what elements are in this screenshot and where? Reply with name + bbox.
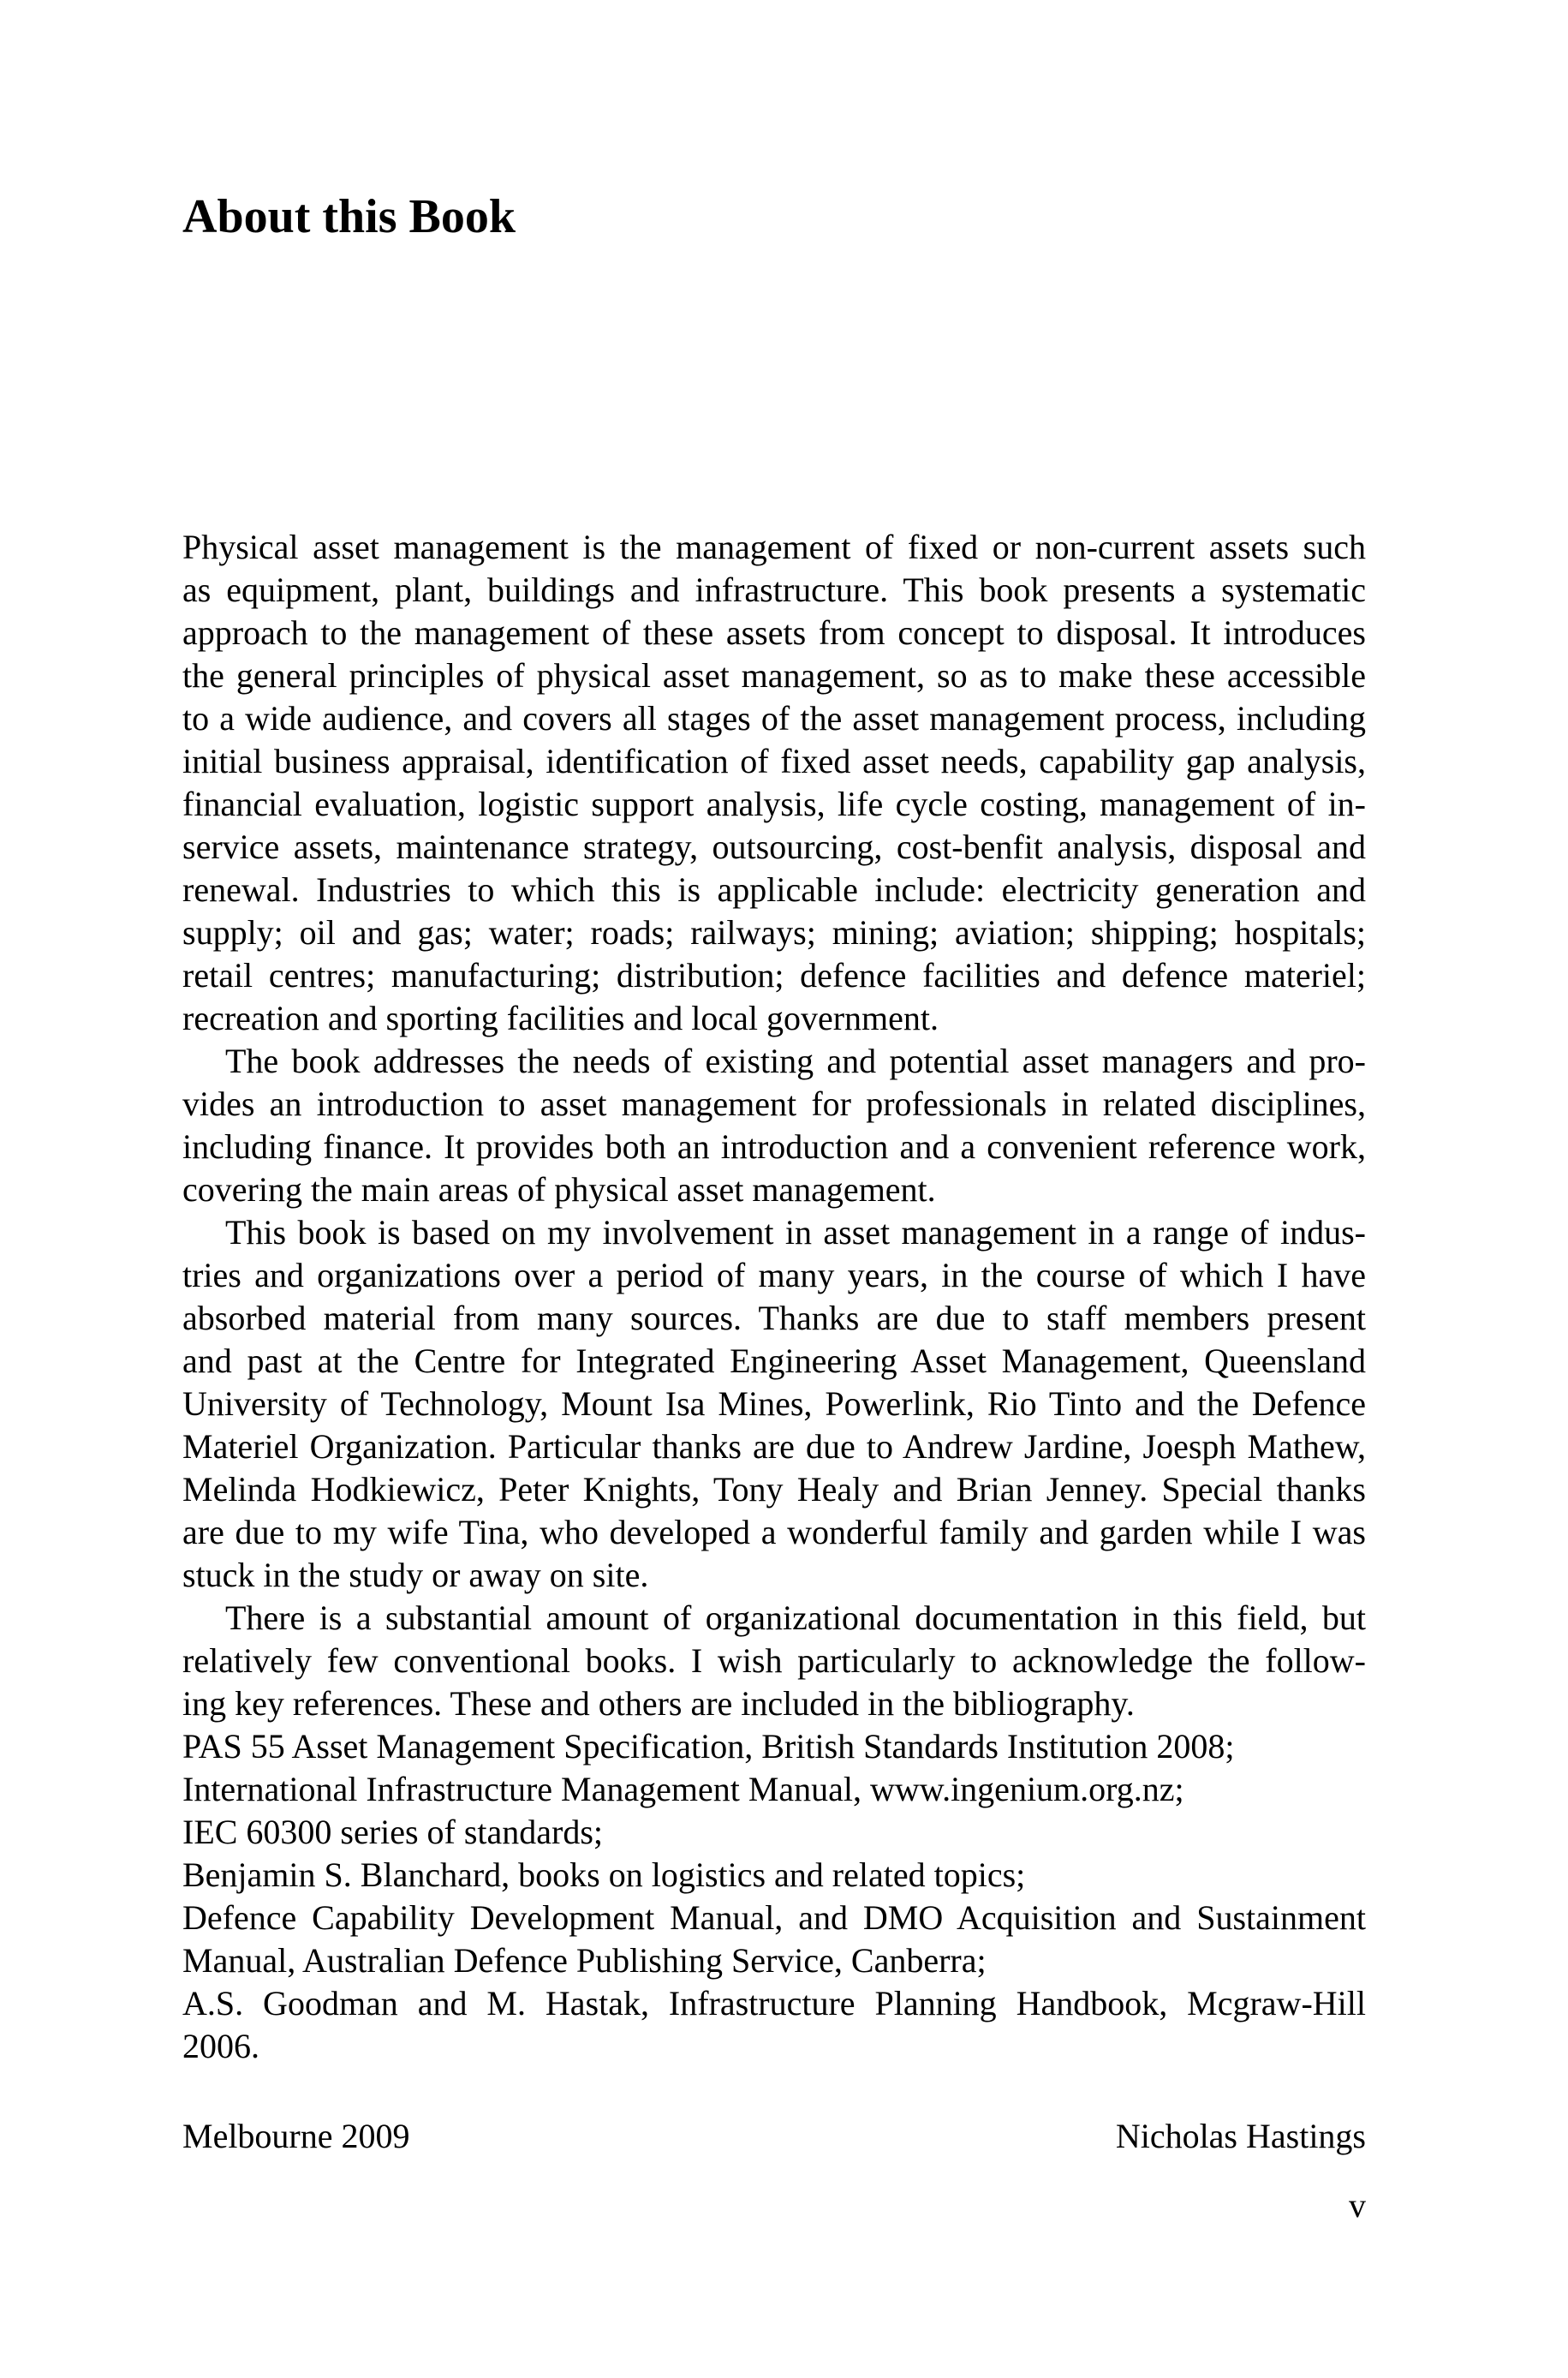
text-line: There is a substantial amount of organizational documentation in this field, but	[225, 1598, 1366, 1637]
text-line: supply; oil and gas; water; roads; railways; mining; aviation; shipping; hospitals;	[182, 913, 1366, 952]
paragraph	[182, 1725, 1366, 1768]
signature-block	[182, 2115, 1366, 2158]
text-line: renewal. Industries to which this is applicable include: electricity generation and	[182, 870, 1366, 909]
text-line: service assets, maintenance strategy, outsourcing, cost-benfit analysis, disposal and	[182, 828, 1366, 866]
text-line: PAS 55 Asset Management Specification, British Standards Institution 2008;	[182, 1727, 1235, 1766]
paragraph	[182, 1768, 1366, 1811]
paragraph	[182, 1897, 1366, 1982]
text-line: to a wide audience, and covers all stages of the asset management process, including	[182, 699, 1366, 738]
text-line: and past at the Centre for Integrated Engineering Asset Management, Queensland	[182, 1341, 1366, 1380]
text-line: Physical asset management is the management of fixed or non-current assets such	[182, 528, 1366, 566]
paragraph	[182, 1811, 1366, 1854]
text-line: initial business appraisal, identification of fixed asset needs, capability gap analysis,	[182, 742, 1366, 780]
paragraph	[182, 1982, 1366, 2068]
text-line: including finance. It provides both an introduction and a convenient reference work,	[182, 1127, 1366, 1166]
paragraph	[182, 1597, 1366, 1725]
text-line: This book is based on my involvement in asset management in a range of indus-	[225, 1213, 1366, 1252]
page-number: v	[1349, 2186, 1366, 2225]
text-line: recreation and sporting facilities and local government.	[182, 999, 939, 1037]
text-line: financial evaluation, logistic support analysis, life cycle costing, management of in-	[182, 785, 1366, 823]
text-line: ing key references. These and others are included in the bibliography.	[182, 1684, 1135, 1723]
text-line: Manual, Australian Defence Publishing Service, Canberra;	[182, 1941, 987, 1980]
text-line: approach to the management of these assets from concept to disposal. It introduces	[182, 613, 1366, 652]
text-line: Materiel Organization. Particular thanks are due to Andrew Jardine, Joesph Mathew,	[182, 1427, 1366, 1466]
place-date: Melbourne 2009	[182, 2117, 410, 2155]
text-line: 2006.	[182, 2027, 259, 2065]
page-title: About this Book	[182, 190, 516, 243]
text-line: stuck in the study or away on site.	[182, 1556, 649, 1594]
text-line: relatively few conventional books. I wish particularly to acknowledge the follow-	[182, 1641, 1366, 1680]
text-line: A.S. Goodman and M. Hastak, Infrastructure Planning Handbook, Mcgraw-Hill	[182, 1984, 1366, 2022]
text-line: Benjamin S. Blanchard, books on logistics and related topics;	[182, 1855, 1026, 1894]
text-line: Defence Capability Development Manual, and DMO Acquisition and Sustainment	[182, 1898, 1366, 1937]
text-line: are due to my wife Tina, who developed a wonderful family and garden while I was	[182, 1513, 1366, 1551]
text-line: Melinda Hodkiewicz, Peter Knights, Tony Healy and Brian Jenney. Special thanks	[182, 1470, 1366, 1509]
text-line: retail centres; manufacturing; distribution; defence facilities and defence materiel;	[182, 956, 1366, 995]
text-line: covering the main areas of physical asset management.	[182, 1170, 936, 1209]
text-line: International Infrastructure Management Manual, www.ingenium.org.nz;	[182, 1770, 1184, 1808]
text-line: as equipment, plant, buildings and infrastructure. This book presents a systematic	[182, 571, 1366, 609]
text-line: IEC 60300 series of standards;	[182, 1813, 604, 1851]
paragraph	[182, 1040, 1366, 1211]
text-line: The book addresses the needs of existing and potential asset managers and pro-	[225, 1042, 1366, 1080]
body-text	[182, 526, 1366, 2068]
paragraph	[182, 1854, 1366, 1897]
text-line: University of Technology, Mount Isa Mines, Powerlink, Rio Tinto and the Defence	[182, 1384, 1366, 1423]
paragraph	[182, 1211, 1366, 1597]
text-line: vides an introduction to asset management for professionals in related disciplines,	[182, 1084, 1366, 1123]
text-line: absorbed material from many sources. Thanks are due to staff members present	[182, 1299, 1366, 1337]
author-name: Nicholas Hastings	[1115, 2117, 1366, 2155]
paragraph	[182, 526, 1366, 1040]
text-line: tries and organizations over a period of many years, in the course of which I have	[182, 1256, 1366, 1294]
text-line: the general principles of physical asset management, so as to make these accessible	[182, 656, 1366, 695]
